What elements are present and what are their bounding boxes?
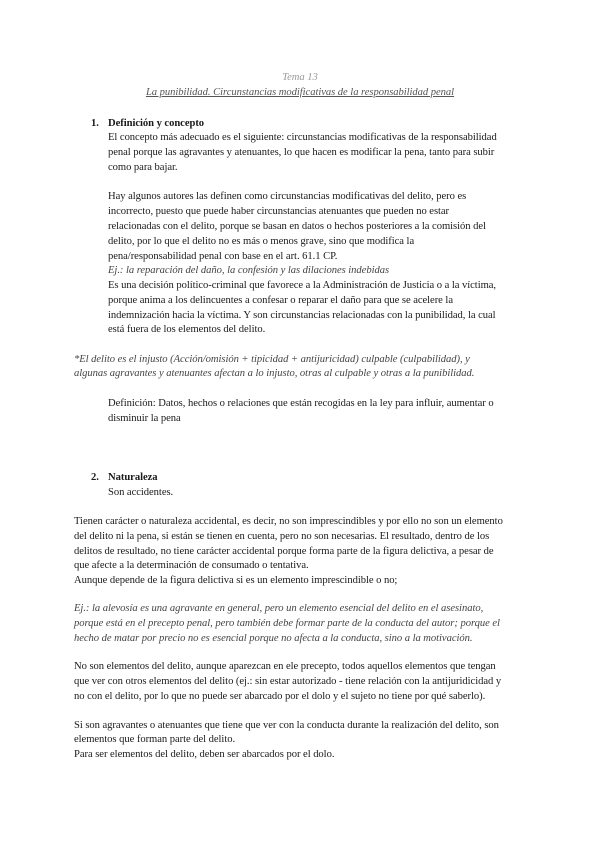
s1-p3-line-1: Es una decisión político-criminal que favorece a la Administración de Justicia o a la víctima, [108, 280, 497, 291]
s1-p2-line-4: delito, por lo que el delito no es más o menos grave, sino que modifica la [108, 236, 415, 247]
s2-p2-line-1: No son elementos del delito, aunque aparezcan en ele precepto, todos aquellos elementos que tengan [74, 661, 496, 672]
s2-example-line-2: porque está en el precepto penal, pero también debe formar parte de la conducta del autor; porque el [74, 618, 500, 629]
s1-p2-line-2: incorrecto, puesto que puede haber circunstancias atenuantes que pueden no estar [108, 206, 450, 217]
s1-p1-line-1: El concepto más adecuado es el siguiente: circunstancias modificativas de la responsabilidad [108, 132, 497, 143]
s2-example-line-3: hecho de matar por precio no es esencial porque no afecta a la conducta, sino a la motivación. [74, 633, 473, 644]
section-1-number: 1. [91, 118, 99, 129]
s1-p2-line-1: Hay algunos autores las definen como circunstancias modificativas del delito, pero es [108, 191, 467, 202]
note-line-1: *El delito es el injusto (Acción/omisión + tipicidad + antijuricidad) culpable (culpabilidad), y [74, 354, 470, 365]
s2-p1-line-3: delitos de resultado, no tiene carácter accidental porque forma parte de la figura delictiva, a pesar de [74, 546, 494, 557]
s1-p2-line-5: pena/responsabilidad penal con base en el art. 61.1 CP. [108, 251, 338, 262]
s2-example-line-1: Ej.: la alevosía es una agravante en general, pero un elemento esencial del delito en el asesinato, [74, 603, 484, 614]
s2-p3-line-2: elementos que forman parte del delito. [74, 734, 236, 745]
s2-p1-line-2: del delito ni la pena, si están se tienen en cuenta, pero no son necesarias. El resultado, dentro de los [74, 531, 490, 542]
s2-p3-line-1: Si son agravantes o atenuantes que tiene que ver con la conducta durante la realización del delito, son [74, 720, 499, 731]
note-line-2: algunas agravantes y atenuantes afectan a lo injusto, otras al culpable y otras a la punibilidad. [74, 368, 475, 379]
s2-p3-line-3: Para ser elementos del delito, deben ser abarcados por el dolo. [74, 749, 335, 760]
topic-number: Tema 13 [282, 72, 318, 83]
section-2-number: 2. [91, 472, 99, 483]
section-2-heading: Naturaleza [108, 472, 158, 483]
s2-p1-line-1: Tienen carácter o naturaleza accidental, es decir, no son imprescindibles y por ello no son un elemento [74, 516, 503, 527]
definition-line-2: disminuir la pena [108, 413, 181, 424]
definition-line-1: Definición: Datos, hechos o relaciones que están recogidas en la ley para influir, aumentar o [108, 398, 494, 409]
s1-example: Ej.: la reparación del daño, la confesión y las dilaciones indebidas [108, 265, 390, 276]
document-title: La punibilidad. Circunstancias modificativas de la responsabilidad penal [145, 87, 455, 98]
s2-p2-line-2: que ver con otros elementos del delito (ej.: sin estar autorizado - tiene relación con la antijuridicidad y [74, 676, 502, 687]
s2-intro: Son accidentes. [108, 487, 174, 498]
s1-p3-line-2: porque anima a los delincuentes a confesar o reparar el daño para que se acelere la [108, 295, 453, 306]
s2-p1-line-4: que afecte a la determinación de consumado o tentativa. [74, 560, 309, 571]
s1-p3-line-3: indemnización hacia la víctima. Y son circunstancias relacionadas con la punibilidad, la cual [108, 310, 496, 321]
s2-p2-line-3: no con el delito, por lo que no puede ser abarcado por el dolo y el sujeto no tiene por qué saberlo). [74, 691, 486, 702]
s2-p1-line-5: Aunque depende de la figura delictiva si es un elemento imprescindible o no; [74, 575, 398, 586]
s1-p1-line-2: penal porque las agravantes y atenuantes, lo que hacen es modificar la pena, tanto para subir [108, 147, 495, 158]
s1-p3-line-4: está fuera de los elementos del delito. [108, 324, 266, 335]
s1-p2-line-3: relacionadas con el delito, porque se basan en datos o hechos posteriores a la comisión del [108, 221, 486, 232]
section-1-heading: Definición y concepto [108, 118, 205, 129]
s1-p1-line-3: como para bajar. [108, 162, 178, 173]
